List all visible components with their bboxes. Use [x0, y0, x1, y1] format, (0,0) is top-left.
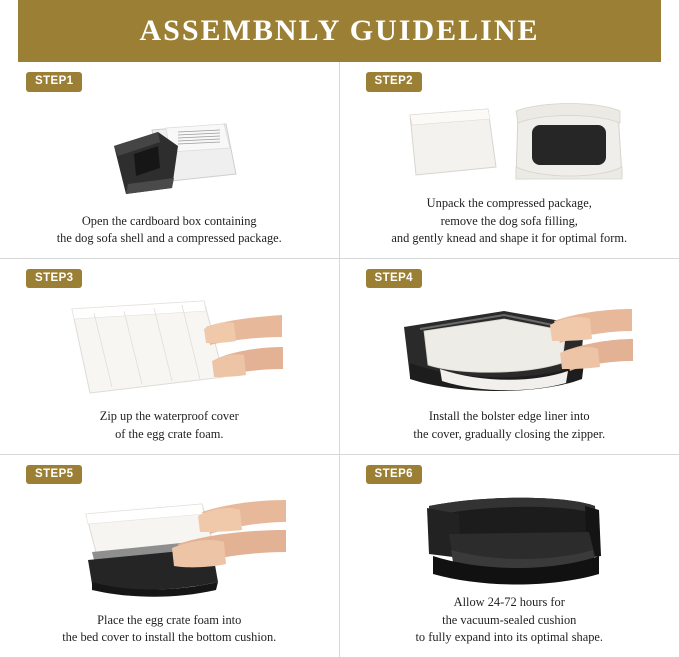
hands-placing-egg-crate-foam-into-bed-cover-icon: [52, 490, 287, 605]
step-badge-row-1: [14, 72, 325, 92]
step-card-6: [340, 454, 679, 657]
step-caption-1-line-1: Open the cardboard box containing: [81, 213, 257, 228]
step-caption-5-line-2: the bed cover to install the bottom cushion.: [62, 630, 277, 645]
step-badge-row-6: [354, 465, 666, 485]
step-caption-2: [385, 195, 633, 250]
step-badge-row-4: [354, 269, 666, 289]
step-image-1: [14, 92, 325, 213]
step-badge-4: STEP4: [366, 269, 422, 289]
step-card-2: [340, 62, 679, 258]
step-caption-6-line-1: Allow 24-72 hours for: [453, 595, 565, 610]
finished-black-dog-sofa-bed-icon: [399, 484, 619, 594]
step-caption-5: [56, 612, 282, 649]
step-caption-5-line-1: Place the egg crate foam into: [97, 612, 242, 627]
step-card-1: [0, 62, 340, 258]
step-caption-4: [407, 408, 611, 445]
step-caption-2-line-1: Unpack the compressed package,: [426, 196, 592, 210]
header-notch-right: [661, 0, 679, 62]
step-card-5: [0, 454, 340, 657]
step-card-3: [0, 258, 340, 454]
page-title: ASSEMBNLY GUIDELINE: [139, 14, 540, 47]
header-notch-left: [0, 0, 18, 62]
step-image-4: [354, 288, 666, 408]
hands-zipping-waterproof-cover-on-egg-crate-foam-icon: [54, 291, 284, 406]
step-caption-1-line-2: the dog sofa shell and a compressed package.: [56, 231, 282, 246]
step-image-2: [354, 92, 666, 196]
step-card-4: [340, 258, 679, 454]
step-badge-6: STEP6: [366, 465, 422, 485]
step-caption-2-line-3: and gently knead and shape it for optimal form.: [391, 231, 628, 246]
step-image-3: [14, 288, 325, 408]
step-caption-6: [409, 594, 609, 649]
step-caption-6-line-2: the vacuum-sealed cushion: [442, 612, 577, 627]
step-badge-5: STEP5: [26, 465, 82, 485]
step-caption-3-line-2: of the egg crate foam.: [115, 427, 224, 442]
step-image-5: [14, 484, 325, 612]
steps-grid: [0, 62, 679, 657]
step-caption-1: [51, 213, 288, 250]
step-badge-row-2: [354, 72, 666, 92]
cardboard-box-with-shell-and-compressed-package-icon: [74, 102, 264, 202]
page-header: [0, 0, 679, 62]
step-caption-3: [94, 408, 245, 445]
unpacked-foam-filling-and-bolster-liner-icon: [392, 93, 627, 193]
step-caption-3-line-1: Zip up the waterproof cover: [99, 409, 239, 424]
step-caption-6-line-3: to fully expand into its optimal shape.: [415, 630, 604, 645]
hands-installing-bolster-edge-liner-into-cover-icon: [384, 291, 634, 406]
step-caption-4-line-2: the cover, gradually closing the zipper.: [413, 427, 606, 442]
step-caption-2-line-2: remove the dog sofa filling,: [440, 213, 578, 228]
step-badge-row-5: [14, 465, 325, 485]
step-caption-4-line-1: Install the bolster edge liner into: [428, 409, 590, 424]
step-badge-1: STEP1: [26, 72, 82, 92]
step-badge-2: STEP2: [366, 72, 422, 92]
step-badge-row-3: [14, 269, 325, 289]
step-badge-3: STEP3: [26, 269, 82, 289]
step-image-6: [354, 484, 666, 594]
